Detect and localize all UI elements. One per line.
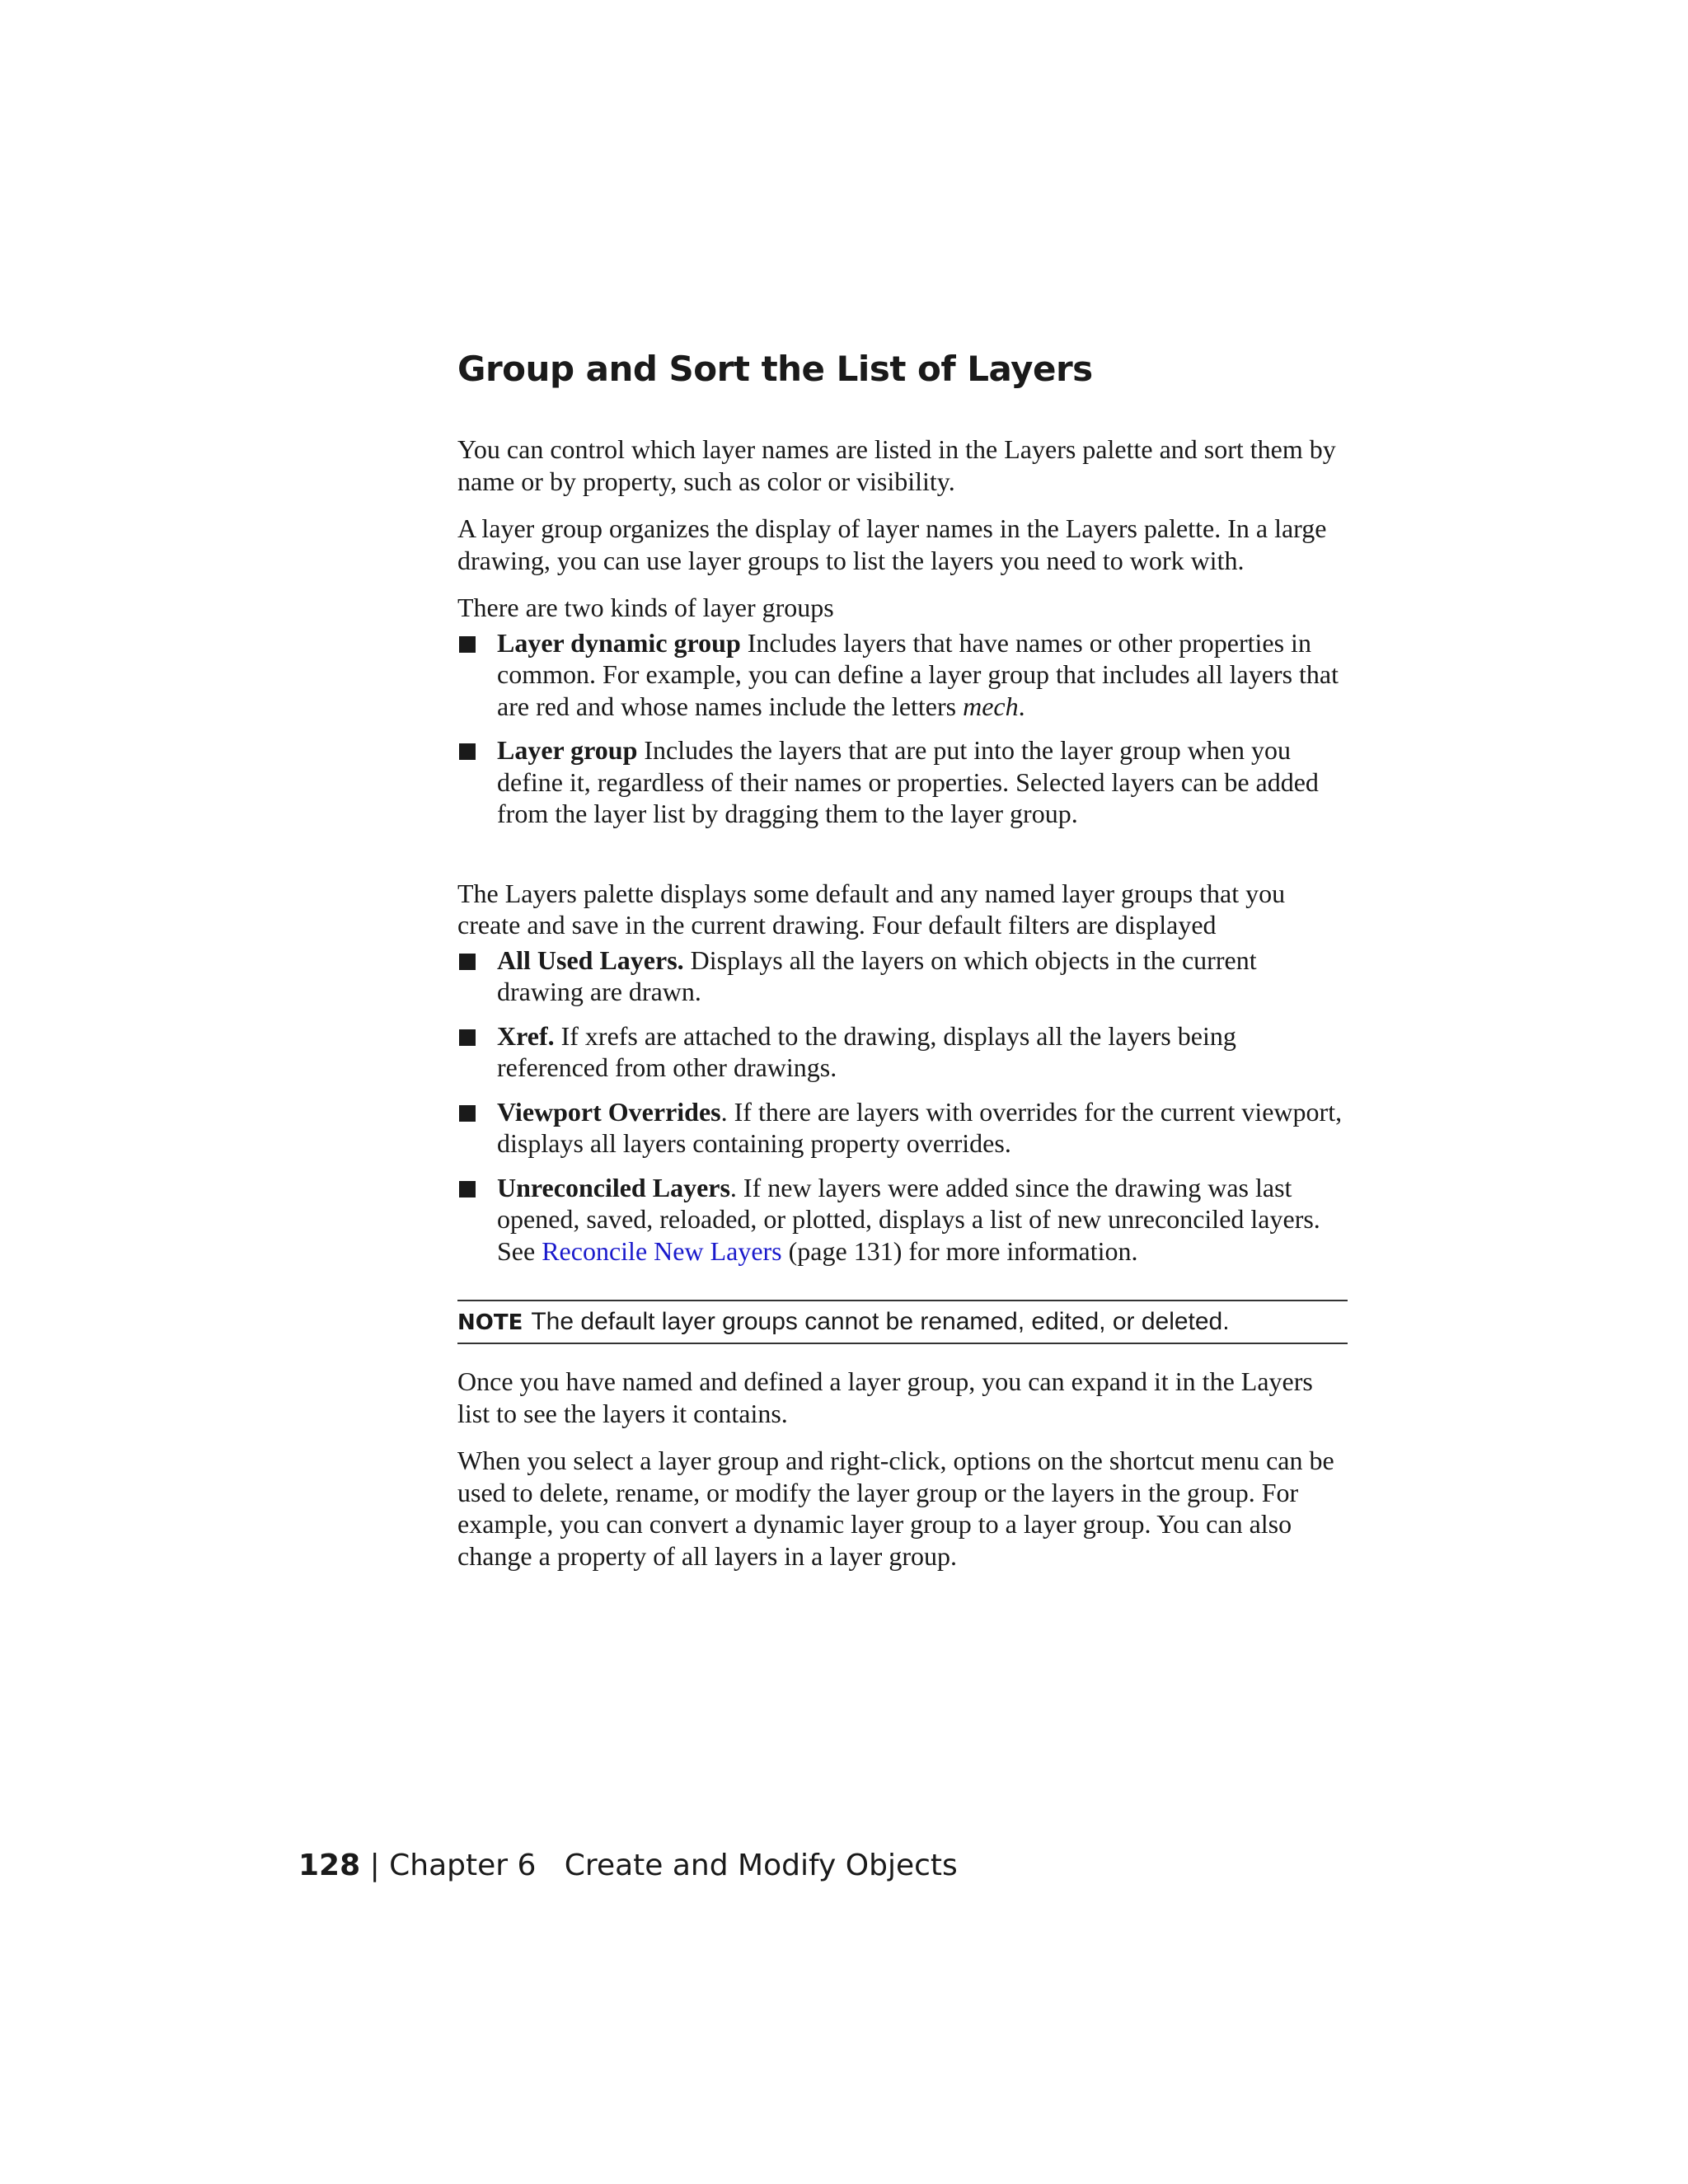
intro-paragraph: You can control which layer names are listed in the Layers palette and sort them by name or by property, such as color or visibility. (457, 434, 1336, 496)
list-item-term: Xref. (497, 1020, 555, 1051)
default-filters-list (457, 944, 1348, 1268)
square-bullet-icon (459, 636, 476, 653)
list-item-text: Includes layers that have names or other properties in common. For example, you can define a layer group that includes all layers that are red and whose names include the letters (497, 627, 1339, 721)
list-item-text: . If there are layers with overrides for the current viewport, displays all layers containing property overrides. (497, 1096, 1343, 1158)
footer-chapter-title: Create and Modify Objects (564, 1849, 958, 1882)
list-item (457, 1172, 1348, 1268)
square-bullet-icon (459, 954, 476, 970)
square-bullet-icon (459, 1029, 476, 1046)
list-item-text: . (1018, 691, 1025, 721)
list-item-term: Viewport Overrides (497, 1096, 721, 1127)
list-item-text: If xrefs are attached to the drawing, displays all the layers being referenced from other drawings. (497, 1020, 1236, 1082)
list-item-text: Displays all the layers on which objects in the current drawing are drawn. (497, 944, 1257, 1006)
closing-paragraph: Once you have named and defined a layer group, you can expand it in the Layers list to see the layers it contains. (457, 1366, 1313, 1428)
intro-paragraph: There are two kinds of layer groups (457, 593, 834, 622)
footer-gap (536, 1849, 564, 1882)
page-footer (298, 1848, 958, 1884)
reconcile-new-layers-link[interactable]: Reconcile New Layers (542, 1235, 782, 1266)
list-item-term: Layer group (497, 735, 638, 765)
list-item-text: Includes the layers that are put into the layer group when you define it, regardless of their names or properties. Selected layers can be added from the layer list by dragging them to the layer group. (497, 735, 1319, 828)
list-item-italic: mech (963, 691, 1019, 721)
footer-chapter: Chapter 6 (389, 1849, 537, 1882)
note-label: NOTE (457, 1310, 523, 1335)
footer-separator: | (360, 1849, 390, 1882)
layer-group-kinds-list (457, 627, 1348, 830)
square-bullet-icon (459, 1181, 476, 1197)
list-item (457, 1096, 1348, 1160)
defaults-intro-paragraph: The Layers palette displays some default and any named layer groups that you create and save in the current drawing. Four default filters are displayed (457, 878, 1286, 940)
page-title: Group and Sort the List of Layers (457, 349, 1093, 389)
page-number: 128 (298, 1849, 361, 1882)
square-bullet-icon (459, 743, 476, 760)
list-item (457, 1020, 1348, 1084)
list-item (457, 627, 1348, 723)
list-item-text: . If new layers were added since the drawing was last opened, saved, reloaded, or plotted, displays a list of new unreconciled layers. See (497, 1172, 1320, 1266)
square-bullet-icon (459, 1105, 476, 1122)
page-content (457, 348, 1348, 1572)
note-text: The default layer groups cannot be renamed, edited, or deleted. (531, 1308, 1230, 1335)
list-item-term: Unreconciled Layers (497, 1172, 730, 1202)
list-item (457, 734, 1348, 830)
closing-paragraph: When you select a layer group and right-click, options on the shortcut menu can be used to delete, rename, or modify the layer group or the layers in the group. For example, you can convert a dynamic layer group to a layer group. You can also change a property of all layers in a layer group. (457, 1446, 1334, 1571)
note-box (457, 1300, 1348, 1344)
list-item (457, 944, 1348, 1008)
intro-paragraph: A layer group organizes the display of layer names in the Layers palette. In a large drawing, you can use layer groups to list the layers you need to work with. (457, 513, 1327, 575)
list-item-text: (page 131) for more information. (781, 1235, 1138, 1266)
list-item-term: Layer dynamic group (497, 627, 741, 658)
list-item-term: All Used Layers. (497, 944, 684, 975)
